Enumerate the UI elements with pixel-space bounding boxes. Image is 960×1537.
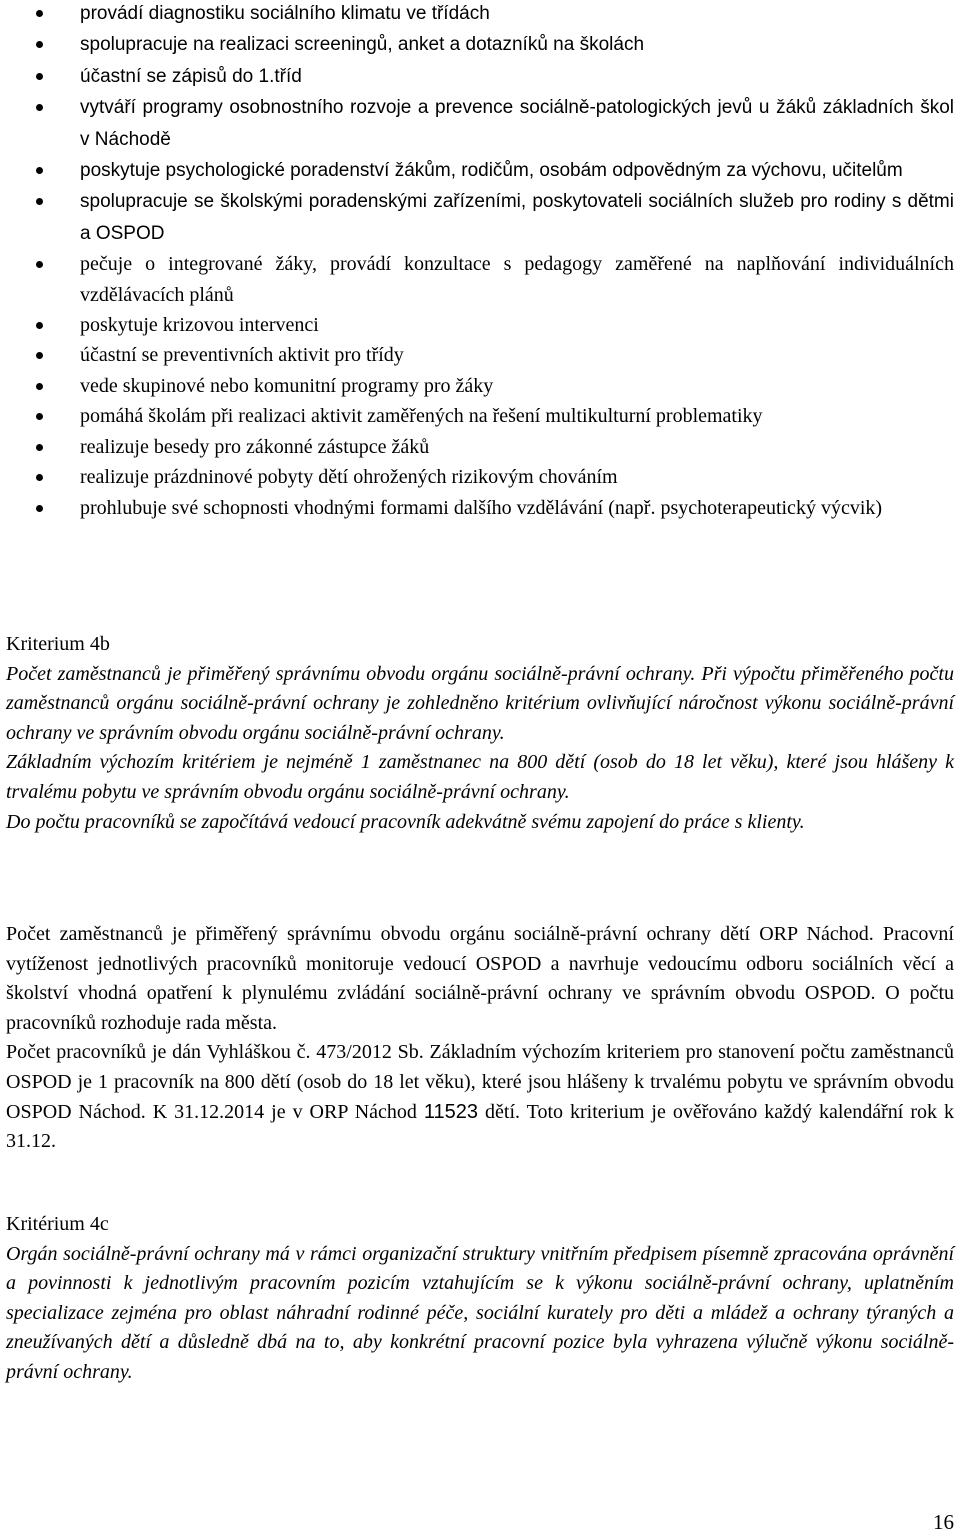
- bullet-icon: [36, 198, 43, 205]
- bullet-icon: [36, 10, 43, 17]
- bullet-icon: [36, 444, 43, 451]
- kriterium-4b-body: [6, 920, 954, 1157]
- kriterium-4b-italic-paragraph-3: Do počtu pracovníků se započítává vedoucí pracovník adekvátně svému zapojení do práce s klienty.: [6, 810, 805, 833]
- page-number: 16: [933, 1510, 954, 1534]
- bullet-icon: [36, 322, 43, 329]
- list-item: realizuje besedy pro zákonné zástupce žáků: [0, 432, 960, 462]
- kriterium-4b-heading: Kriterium 4b: [6, 633, 110, 655]
- kriterium-4b-italic-paragraph-1: Počet zaměstnanců je přiměřený správnímu obvodu orgánu sociálně-právní ochrany. Při výpočtu přiměřeného počtu zaměstnanců orgánu sociálně-právní ochrany je zohledněno kritérium ovlivňující náročnost výkonu sociálně-právní ochrany ve správním obvodu orgánu sociálně-právní ochrany.: [6, 662, 954, 744]
- list-item: poskytuje krizovou intervenci: [0, 310, 960, 340]
- list-item: vede skupinové nebo komunitní programy pro žáky: [0, 371, 960, 401]
- bullet-icon: [36, 104, 43, 111]
- kriterium-4c-heading: Kritérium 4c: [6, 1213, 109, 1235]
- list-item: provádí diagnostiku sociálního klimatu ve třídách: [0, 0, 960, 29]
- list-item: účastní se preventivních aktivit pro třídy: [0, 340, 960, 370]
- bullet-icon: [36, 41, 43, 48]
- kriterium-4c-section: [6, 1210, 954, 1388]
- list-item: poskytuje psychologické poradenství žákům, rodičům, osobám odpovědným za výchovu, učitelům: [0, 155, 960, 186]
- bullet-icon: [36, 261, 43, 268]
- bullet-list: [0, 0, 960, 523]
- kriterium-4b-body-paragraph-1: Počet zaměstnanců je přiměřený správnímu obvodu orgánu sociálně-právní ochrany dětí ORP Náchod. Pracovní vytíženost jednotlivých pracovníků monitoruje vedoucí OSPOD a navrhuje vedoucímu odboru sociálních věcí a školství vhodná opatření k plynulému zvládání sociálně-právní ochrany ve správním obvodu OSPOD. O počtu pracovníků rozhoduje rada města.: [6, 923, 954, 1034]
- list-item: pomáhá školám při realizaci aktivit zaměřených na řešení multikulturní problematiky: [0, 401, 960, 431]
- kriterium-4c-italic-paragraph: Orgán sociálně-právní ochrany má v rámci organizační struktury vnitřním předpisem písemně zpracována oprávnění a povinnosti k jednotlivým pracovním pozicím vztahujícím se k výkonu sociálně-právní ochrany, uplatněním specializace zejména pro oblast náhradní rodinné péče, sociální kurately pro děti a mládež a ochrany týraných a zneužívaných dětí a důsledně dbá na to, aby konkrétní pracovní pozice byla vyhrazena výlučně výkonu sociálně-právní ochrany.: [6, 1242, 954, 1383]
- bullet-icon: [36, 413, 43, 420]
- list-item: realizuje prázdninové pobyty dětí ohrožených rizikovým chováním: [0, 462, 960, 492]
- list-item: pečuje o integrované žáky, provádí konzultace s pedagogy zaměřené na naplňování individuálních vzdělávacích plánů: [0, 249, 960, 310]
- child-count: 11523: [423, 1100, 479, 1123]
- kriterium-4b-section: [6, 630, 954, 837]
- list-item: spolupracuje na realizaci screeningů, anket a dotazníků na školách: [0, 29, 960, 60]
- bullet-icon: [36, 352, 43, 359]
- kriterium-4b-italic-paragraph-2: Základním výchozím kritériem je nejméně 1 zaměstnanec na 800 dětí (osob do 18 let věku), které jsou hlášeny k trvalému pobytu ve správním obvodu orgánu sociálně-právní ochrany.: [6, 751, 954, 803]
- list-item: prohlubuje své schopnosti vhodnými formami dalšího vzdělávání (např. psychoterapeutický výcvik): [0, 493, 960, 523]
- bullet-icon: [36, 383, 43, 390]
- kriterium-4b-body-paragraph-2: Počet pracovníků je dán Vyhláškou č. 473/2012 Sb. Základním výchozím kriteriem pro stanovení počtu zaměstnanců OSPOD je 1 pracovník na 800 dětí (osob do 18 let věku), které jsou hlášeny k trvalému pobytu ve správním obvodu OSPOD Náchod. K 31.12.2014 je v ORP Náchod 11523 dětí. Toto kriterium je ověřováno každý kalendářní rok k 31.12.: [6, 1041, 954, 1153]
- list-item: vytváří programy osobnostního rozvoje a prevence sociálně-patologických jevů u žáků základních škol v Náchodě: [0, 92, 960, 155]
- bullet-icon: [36, 505, 43, 512]
- bullet-icon: [36, 73, 43, 80]
- list-item: účastní se zápisů do 1.tříd: [0, 61, 960, 92]
- bullet-icon: [36, 474, 43, 481]
- bullet-icon: [36, 167, 43, 174]
- list-item: spolupracuje se školskými poradenskými zařízeními, poskytovateli sociálních služeb pro rodiny s dětmi a OSPOD: [0, 186, 960, 249]
